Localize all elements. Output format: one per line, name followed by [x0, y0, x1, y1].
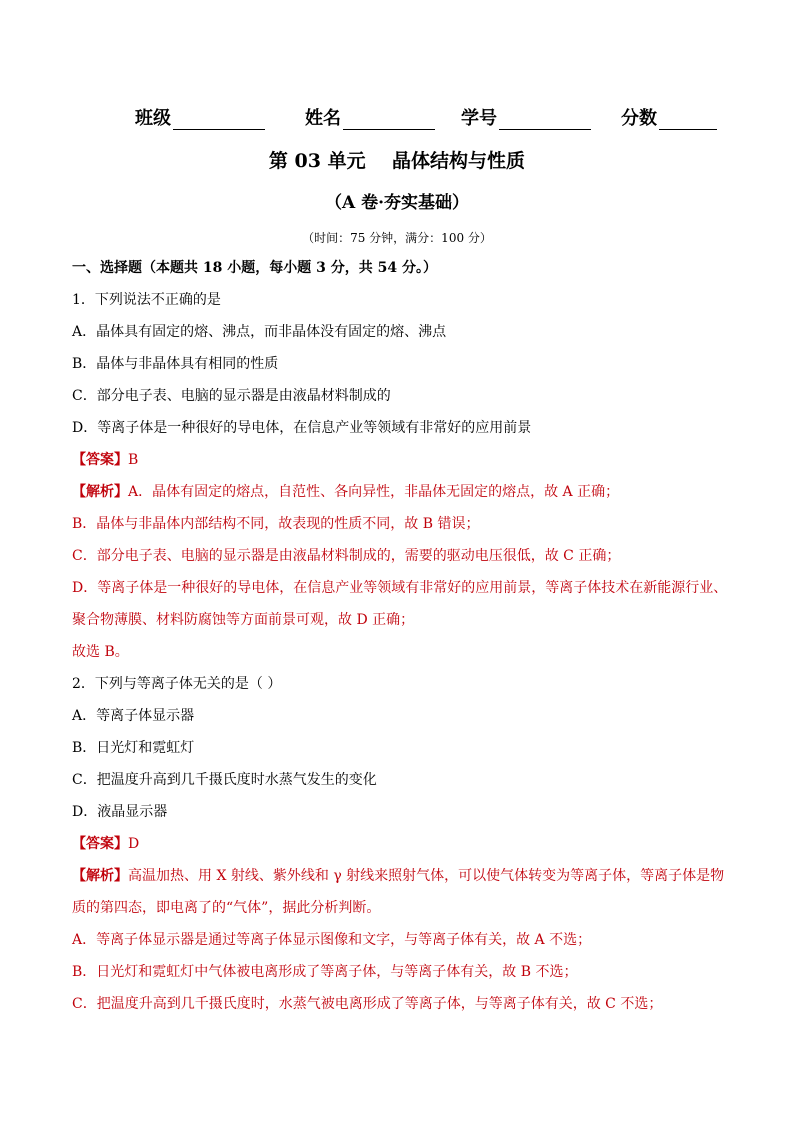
q1-analysis-line-3: C．部分电子表、电脑的显示器是由液晶材料制成的，需要的驱动电压很低，故 C 正确；	[72, 548, 621, 564]
q1-answer-line	[72, 450, 138, 470]
q2-analysis-line-4: B．日光灯和霓虹灯中气体被电离形成了等离子体，与等离子体有关，故 B 不选；	[72, 964, 578, 980]
q1-answer-tag: 【答案】	[72, 452, 128, 468]
q1-option-c: C．部分电子表、电脑的显示器是由液晶材料制成的	[72, 388, 391, 404]
q2-answer-tag: 【答案】	[72, 836, 128, 852]
student-number-blank[interactable]	[499, 109, 591, 130]
name-field	[305, 104, 435, 130]
q2-analysis-text-1: 高温加热、用 X 射线、紫外线和 γ 射线来照射气体，可以使气体转变为等离子体，等离子体是物	[128, 868, 725, 884]
score-blank[interactable]	[659, 109, 717, 130]
q2-option-a: A．等离子体显示器	[72, 708, 195, 724]
time-score-info: （时间：75 分钟，满分：100 分）	[302, 231, 492, 245]
section-heading: 一、选择题（本题共 18 小题，每小题 3 分，共 54 分。）	[72, 260, 437, 276]
q1-option-b: B．晶体与非晶体具有相同的性质	[72, 356, 279, 372]
q1-option-a: A．晶体具有固定的熔、沸点，而非晶体没有固定的熔、沸点	[72, 324, 447, 340]
name-blank[interactable]	[343, 109, 435, 130]
q1-analysis-line-5: 聚合物薄膜、材料防腐蚀等方面前景可观，故 D 正确；	[72, 612, 415, 628]
q2-stem: 2．下列与等离子体无关的是（ ）	[72, 676, 282, 692]
class-label: 班级	[135, 108, 171, 129]
student-number-label: 学号	[461, 108, 497, 129]
q2-option-d: D．液晶显示器	[72, 804, 168, 820]
student-info-row	[135, 104, 735, 132]
score-label: 分数	[621, 108, 657, 129]
q2-analysis-line-3: A．等离子体显示器是通过等离子体显示图像和文字，与等离子体有关，故 A 不选；	[72, 932, 592, 948]
q2-option-b: B．日光灯和霓虹灯	[72, 740, 195, 756]
q1-analysis-tag: 【解析】	[72, 484, 128, 500]
q2-analysis-line-5: C．把温度升高到几千摄氏度时，水蒸气被电离形成了等离子体，与等离子体有关，故 C 不选；	[72, 996, 663, 1012]
q1-answer: B	[128, 452, 139, 468]
q1-option-d: D．等离子体是一种很好的导电体，在信息产业等领域有非常好的应用前景	[72, 420, 532, 436]
student-number-field	[461, 104, 591, 130]
q1-analysis-text-1: A．晶体有固定的熔点，自范性、各向异性，非晶体无固定的熔点，故 A 正确；	[128, 484, 620, 500]
q1-stem: 1．下列说法不正确的是	[72, 292, 221, 308]
q2-analysis-line-2: 质的第四态，即电离了的“气体”，据此分析判断。	[72, 900, 381, 916]
q2-answer: D	[128, 836, 140, 852]
name-label: 姓名	[305, 108, 341, 129]
score-field	[621, 104, 717, 130]
q2-analysis-tag: 【解析】	[72, 868, 128, 884]
q1-analysis-line-6: 故选 B。	[72, 644, 129, 660]
unit-title: 第 03 单元 晶体结构与性质	[268, 150, 526, 172]
class-blank[interactable]	[173, 109, 265, 130]
q2-option-c: C．把温度升高到几千摄氏度时水蒸气发生的变化	[72, 772, 377, 788]
q1-analysis-line-2: B．晶体与非晶体内部结构不同，故表现的性质不同，故 B 错误；	[72, 516, 480, 532]
q2-answer-line	[72, 834, 139, 854]
q1-analysis-line-4: D．等离子体是一种很好的导电体，在信息产业等领域有非常好的应用前景，等离子体技术在新能源行业、	[72, 580, 728, 596]
class-field	[135, 104, 265, 130]
q2-analysis-line-1	[72, 866, 724, 886]
paper-subtitle: （A 卷·夯实基础）	[324, 193, 470, 213]
q1-analysis-line-1	[72, 482, 619, 502]
